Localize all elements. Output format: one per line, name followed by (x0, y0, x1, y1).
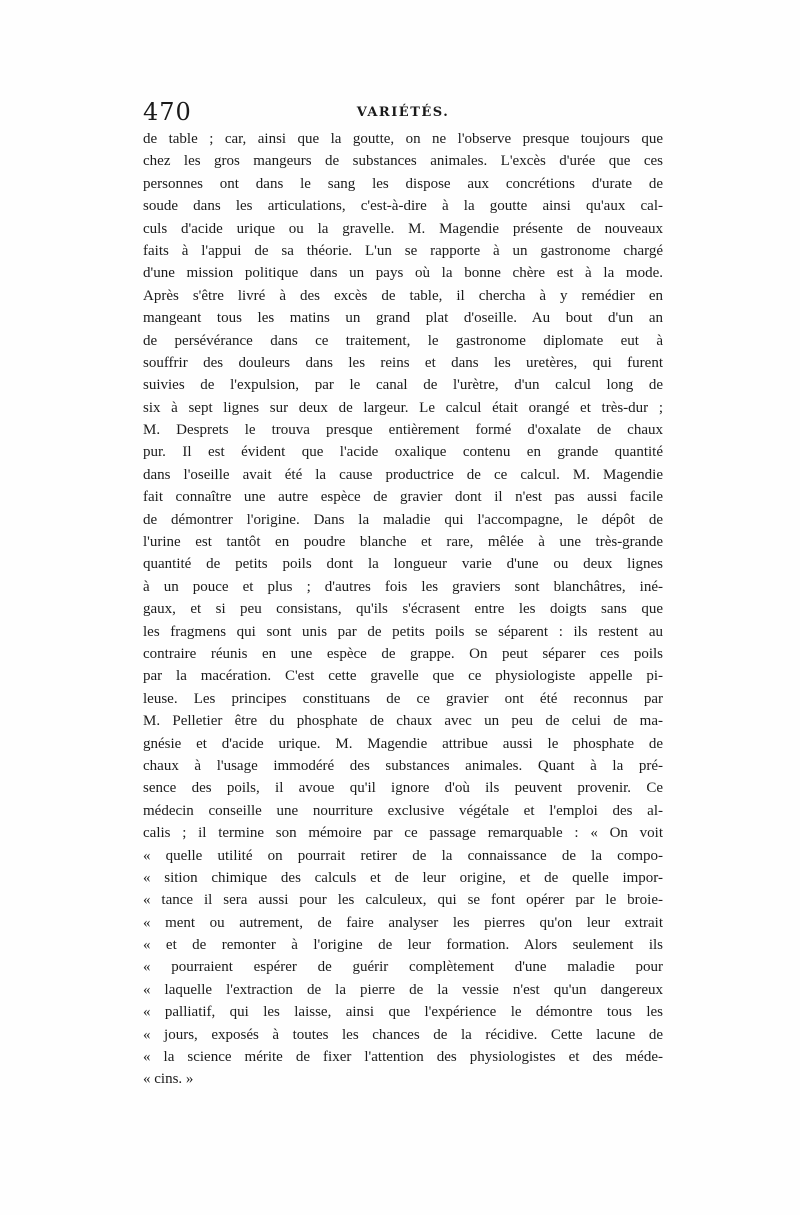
text-line: « et de remonter à l'origine de leur formation. Alors seulement ils (143, 937, 663, 954)
text-line: « palliatif, qui les laisse, ainsi que l'expérience le démontre tous les (143, 1004, 663, 1021)
text-line: culs d'acide urique ou la gravelle. M. Magendie présente de nouveaux (143, 220, 663, 237)
text-line: « tance il sera aussi pour les calculeux, qui se font opérer par le broie- (143, 892, 663, 909)
text-line: « cins. » (143, 1071, 194, 1088)
text-line: « jours, exposés à toutes les chances de la récidive. Cette lacune de (143, 1026, 663, 1043)
text-line: gaux, et si peu consistans, qu'ils s'écrasent entre les doigts sans que (143, 601, 663, 618)
text-line: dans l'oseille avait été la cause productrice de ce calcul. M. Magendie (143, 466, 663, 483)
text-line: chaux à l'usage immodéré des substances animales. Quant à la pré- (143, 757, 663, 774)
text-line: soude dans les articulations, c'est-à-dire à la goutte ainsi qu'aux cal- (143, 198, 663, 215)
body-text (143, 128, 663, 1091)
text-line: M. Desprets le trouva presque entièrement formé d'oxalate de chaux (143, 422, 663, 439)
text-line: calis ; il termine son mémoire par ce passage remarquable : « On voit (143, 825, 663, 842)
text-line: souffrir des douleurs dans les reins et dans les uretères, qui furent (143, 354, 663, 371)
text-line: « la science mérite de fixer l'attention des physiologistes et des méde- (143, 1049, 663, 1066)
text-line: « ment ou autrement, de faire analyser les pierres qu'on leur extrait (143, 914, 663, 931)
text-line: gnésie et d'acide urique. M. Magendie attribue aussi le phosphate de (143, 735, 663, 752)
text-line: l'urine est tantôt en poudre blanche et rare, mêlée à une très-grande (143, 534, 663, 551)
text-line: contraire réunis en une espèce de grappe. On peut séparer ces poils (143, 645, 663, 662)
page-number: 470 (143, 98, 192, 126)
text-line: pur. Il est évident que l'acide oxalique contenu en grande quantité (143, 444, 663, 461)
text-line: « sition chimique des calculs et de leur origine, et de quelle impor- (143, 869, 663, 886)
text-line: mangeant tous les matins un grand plat d'oseille. Au bout d'un an (143, 310, 663, 327)
text-line: à un pouce et plus ; d'autres fois les graviers sont blanchâtres, iné- (143, 578, 663, 595)
text-line: de persévérance dans ce traitement, le gastronome diplomate eut à (143, 332, 663, 349)
page-header (143, 98, 663, 128)
text-line: quantité de petits poils dont la longueur varie d'une ou deux lignes (143, 556, 663, 573)
text-line: d'une mission politique dans un pays où la bonne chère est à la mode. (143, 265, 663, 282)
text-line: par la macération. C'est cette gravelle que ce physiologiste appelle pi- (143, 668, 663, 685)
text-line: « laquelle l'extraction de la pierre de la vessie n'est qu'un dangereux (143, 981, 663, 998)
text-line: « quelle utilité on pourrait retirer de la connaissance de la compo- (143, 847, 663, 864)
text-line: chez les gros mangeurs de substances animales. L'excès d'urée que ces (143, 153, 663, 170)
text-line: leuse. Les principes constituans de ce gravier ont été reconnus par (143, 690, 663, 707)
text-line: sence des poils, il avoue qu'il ignore d'où ils peuvent provenir. Ce (143, 780, 663, 797)
text-line: six à sept lignes sur deux de largeur. Le calcul était orangé et très-dur ; (143, 399, 663, 416)
text-line: les fragmens qui sont unis par de petits poils se séparent : ils restent au (143, 623, 663, 640)
text-line: personnes ont dans le sang les dispose aux concrétions d'urate de (143, 175, 663, 192)
text-line: suivies de l'expulsion, par le canal de l'urètre, d'un calcul long de (143, 377, 663, 394)
text-line: « pourraient espérer de guérir complètement d'une maladie pour (143, 959, 663, 976)
text-line: M. Pelletier être du phosphate de chaux avec un peu de celui de ma- (143, 713, 663, 730)
text-line: faits à l'appui de sa théorie. L'un se rapporte à un gastronome chargé (143, 242, 663, 259)
running-head: VARIÉTÉS. (356, 105, 450, 120)
text-line: de table ; car, ainsi que la goutte, on ne l'observe presque toujours que (143, 131, 663, 147)
text-line: fait connaître une autre espèce de gravier dont il n'est pas aussi facile (143, 489, 663, 506)
text-line: Après s'être livré à des excès de table, il chercha à y remédier en (143, 287, 663, 304)
text-line: médecin conseille une nourriture exclusive végétale et l'emploi des al- (143, 802, 663, 819)
text-line: de démontrer l'origine. Dans la maladie qui l'accompagne, le dépôt de (143, 511, 663, 528)
